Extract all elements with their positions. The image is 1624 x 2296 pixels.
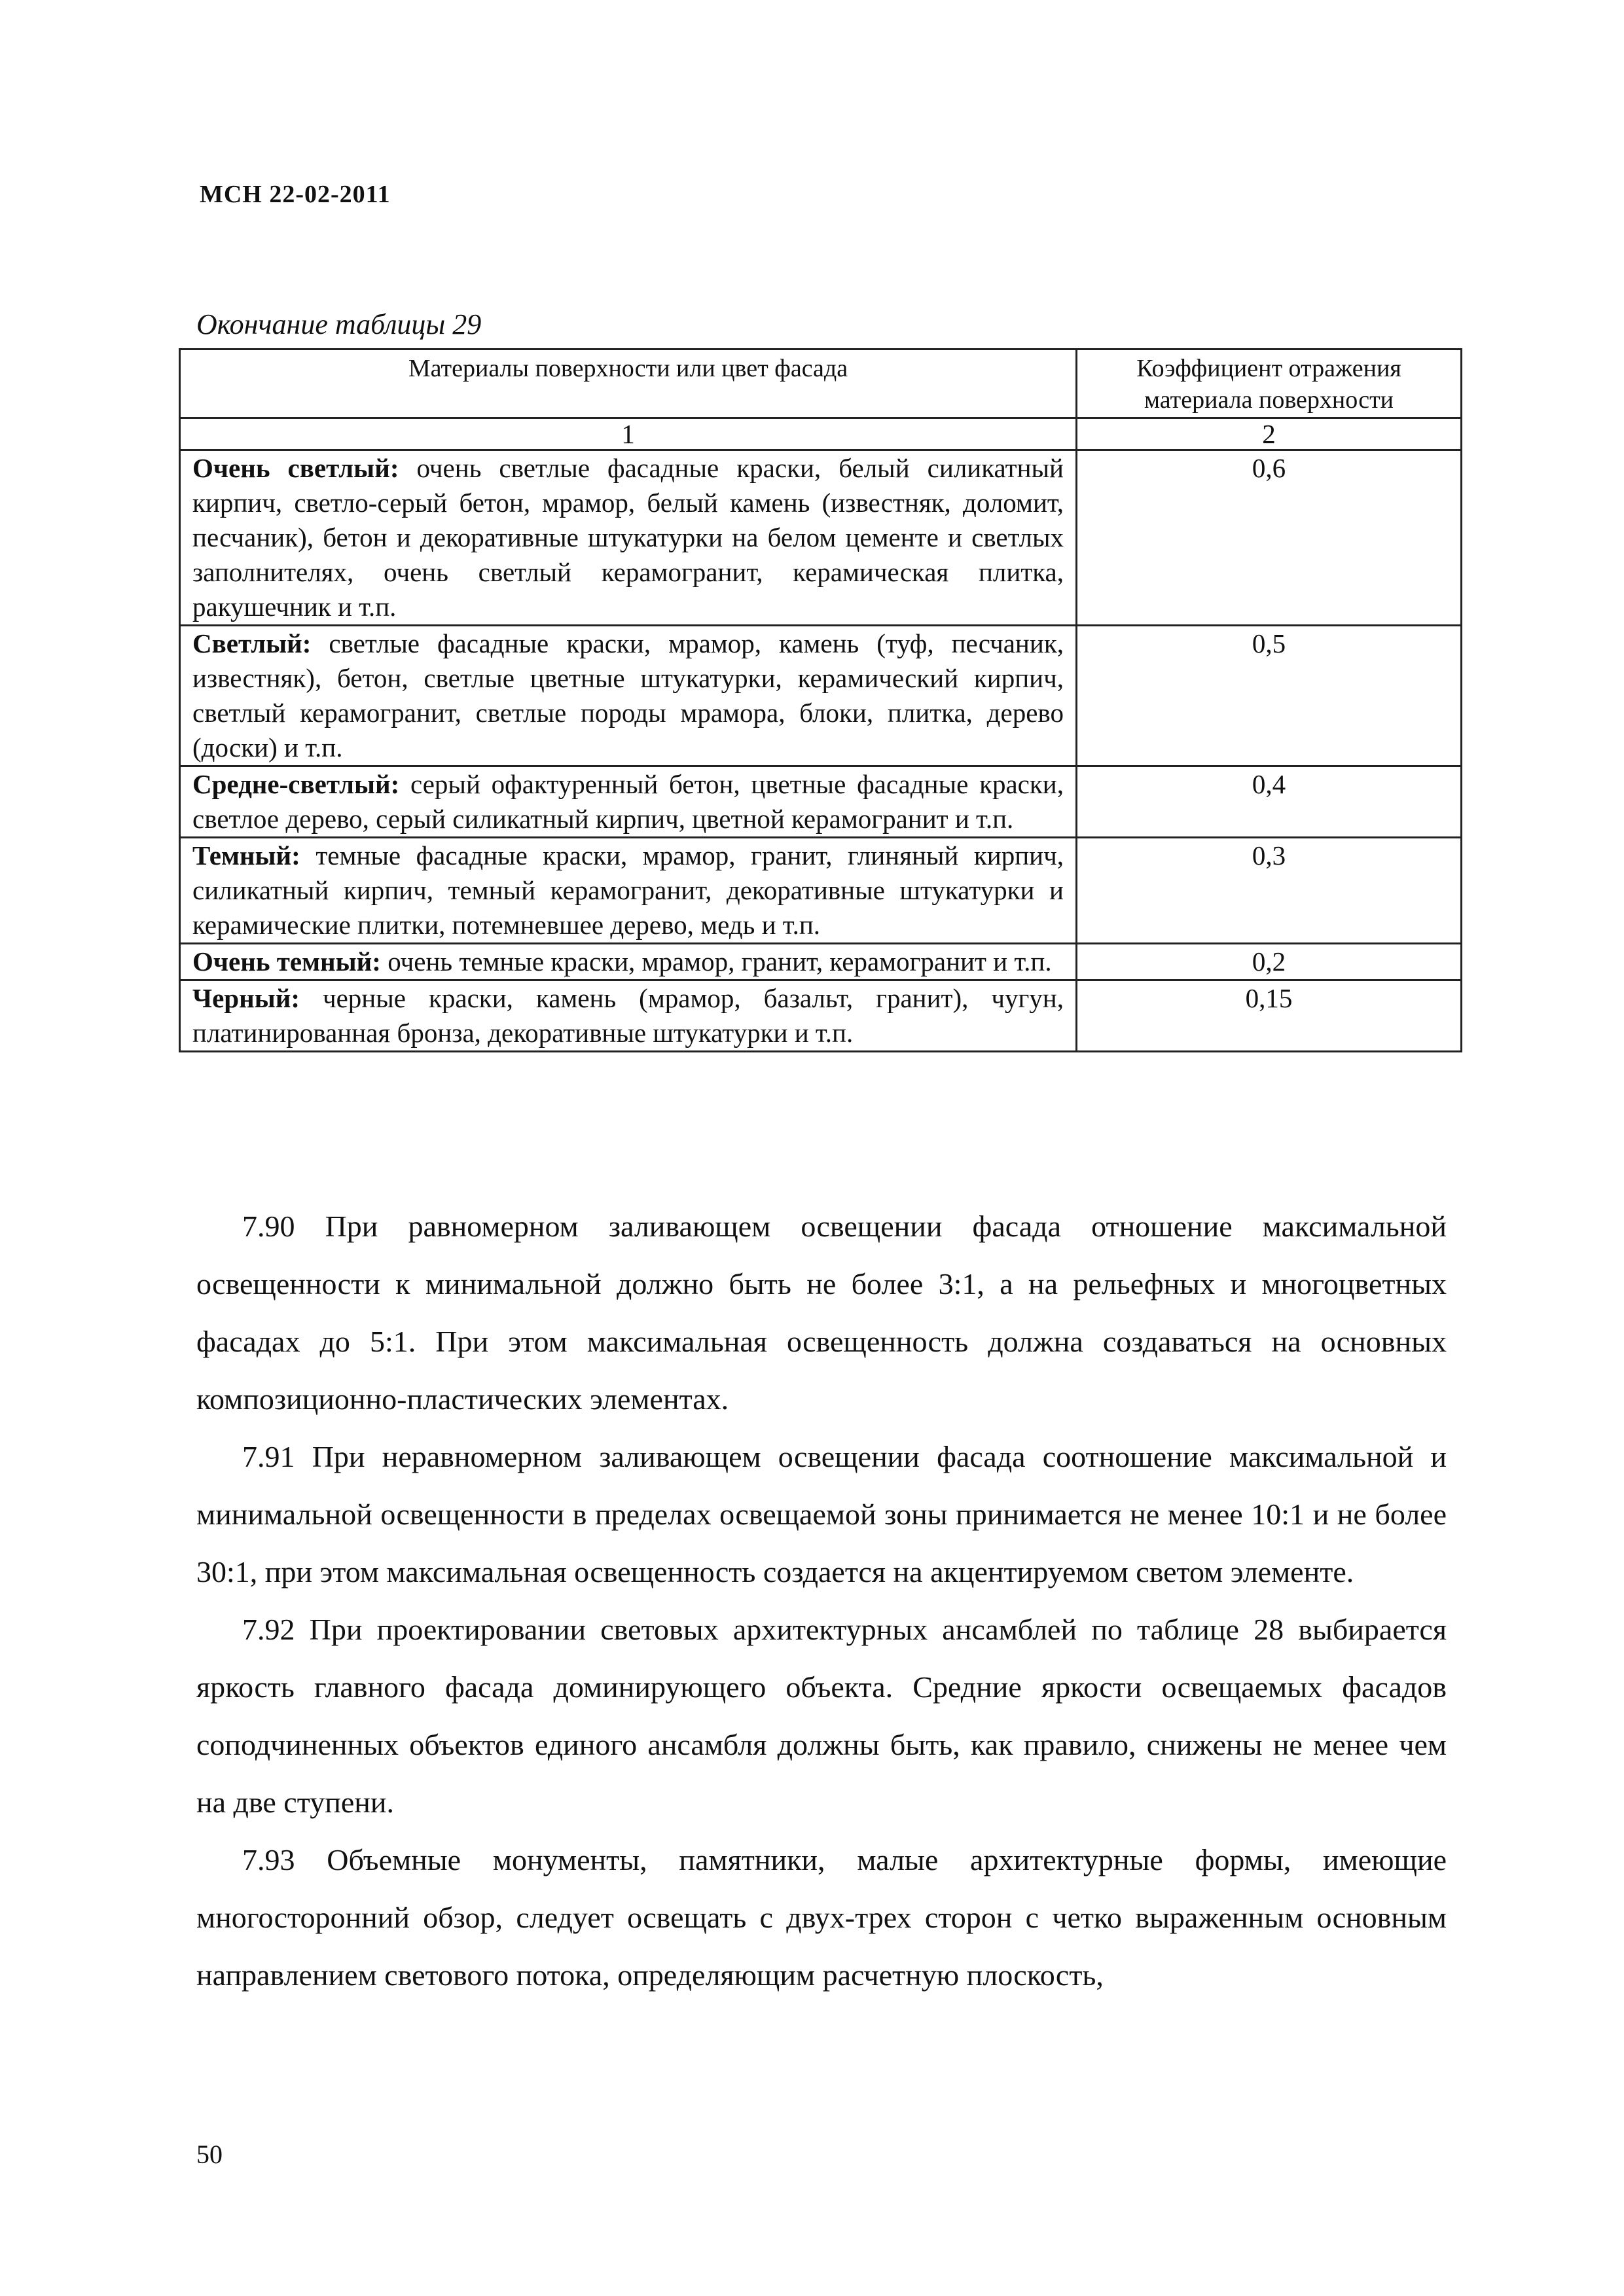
paragraph-7-91: 7.91 При неравномерном заливающем освещении фасада соотношение максимальной и минимальной освещенности в пределах освещаемой зоны принимается не менее 10:1 и не более 30:1, при этом максимальная освещенность создается на акцентируемом светом элементе. [196, 1440, 1447, 1588]
row-coefficient: 0,5 [1077, 626, 1462, 766]
page-number: 50 [196, 2140, 223, 2169]
row-text: черные краски, камень (мрамор, базальт, гранит), чугун, платинированная бронза, декоративные штукатурки и т.п. [192, 983, 1064, 1048]
column-number-1: 1 [180, 418, 1077, 450]
row-coefficient: 0,3 [1077, 838, 1462, 944]
row-coefficient: 0,2 [1077, 944, 1462, 980]
row-coefficient: 0,15 [1077, 980, 1462, 1052]
row-description [180, 766, 1077, 838]
row-text: очень светлые фасадные краски, белый силикатный кирпич, светло-серый бетон, мрамор, белый камень (известняк, доломит, песчаник), бетон и декоративные штукатурки на белом цементе и светлых заполнителях, очень светлый керамогранит, керамическая плитка, ракушечник и т.п. [192, 453, 1064, 622]
table-caption: Окончание таблицы 29 [196, 308, 482, 340]
paragraph-7-92: 7.92 При проектировании световых архитектурных ансамблей по таблице 28 выбирается яркость главного фасада доминирующего объекта. Средние яркости освещаемых фасадов соподчиненных объектов единого ансамбля должны быть, как правило, снижены не менее чем на две ступени. [196, 1613, 1447, 1819]
row-term: Черный: [192, 983, 300, 1013]
row-description [180, 626, 1077, 766]
paragraph-7-90: 7.90 При равномерном заливающем освещении фасада отношение максимальной освещенности к минимальной должно быть не более 3:1, а на рельефных и многоцветных фасадах до 5:1. При этом максимальная освещенность должна создаваться на основных композиционно-пластических элементах. [196, 1210, 1447, 1416]
body-text [196, 1198, 1447, 2004]
document-code: МСН 22-02-2011 [200, 181, 391, 208]
row-term: Очень темный: [192, 946, 381, 977]
row-text: светлые фасадные краски, мрамор, камень (туф, песчаник, известняк), бетон, светлые цветные штукатурки, керамический кирпич, светлый керамогранит, светлые породы мрамора, блоки, плитка, дерево (доски) и т.п. [192, 628, 1064, 762]
row-coefficient: 0,6 [1077, 450, 1462, 626]
column-number-row [180, 418, 1462, 450]
row-description [180, 838, 1077, 944]
row-description [180, 980, 1077, 1052]
table-header-row [180, 350, 1462, 418]
row-description [180, 450, 1077, 626]
row-term: Средне-светлый: [192, 769, 400, 799]
row-text: темные фасадные краски, мрамор, гранит, глиняный кирпич, силикатный кирпич, темный керамогранит, декоративные штукатурки и керамические плитки, потемневшее дерево, медь и т.п. [192, 840, 1064, 940]
table-row [180, 450, 1462, 626]
table-row [180, 626, 1462, 766]
table-row [180, 766, 1462, 838]
table-row [180, 838, 1462, 944]
column-number-2: 2 [1077, 418, 1462, 450]
row-term: Очень светлый: [192, 453, 399, 483]
row-description [180, 944, 1077, 980]
row-text: очень темные краски, мрамор, гранит, керамогранит и т.п. [380, 946, 1052, 977]
table-row [180, 944, 1462, 980]
header-coefficient: Коэффициент отражения материала поверхности [1077, 350, 1462, 418]
row-coefficient: 0,4 [1077, 766, 1462, 838]
row-text: серый офактуренный бетон, цветные фасадные краски, светлое дерево, серый силикатный кирпич, цветной керамогранит и т.п. [192, 769, 1064, 834]
table-row [180, 980, 1462, 1052]
header-materials: Материалы поверхности или цвет фасада [180, 350, 1077, 418]
materials-table [179, 348, 1462, 1052]
paragraph-7-93: 7.93 Объемные монументы, памятники, малые архитектурные формы, имеющие многосторонний обзор, следует освещать с двух-трех сторон с четко выраженным основным направлением светового потока, определяющим расчетную плоскость, [196, 1843, 1447, 1992]
row-term: Светлый: [192, 628, 312, 658]
row-term: Темный: [192, 840, 300, 870]
